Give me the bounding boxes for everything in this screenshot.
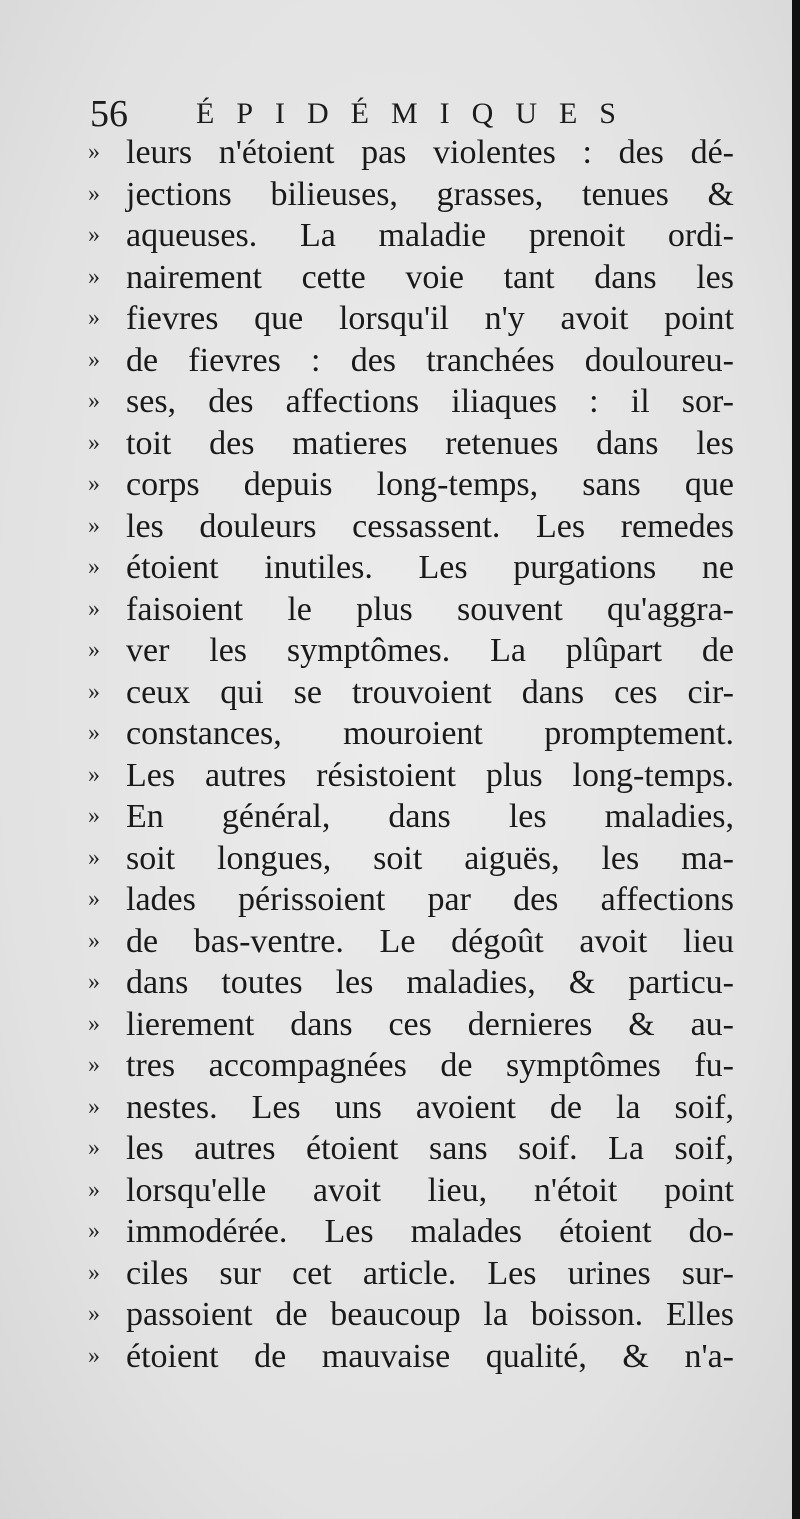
line-text: leurs n'étoient pas violentes : des dé- [126, 134, 734, 171]
line-text: de fievres : des tranchées douloureu- [126, 341, 734, 379]
quotation-mark: » [88, 1176, 100, 1203]
line-text: ses, des affections iliaques : il sor- [126, 383, 734, 420]
text-line [88, 879, 738, 921]
text-line [88, 340, 738, 382]
running-head [88, 92, 728, 136]
quotation-mark: » [88, 554, 100, 580]
text-line [88, 796, 738, 838]
line-text: lades périssoient par des affections [126, 881, 734, 918]
line-text: ciles sur cet article. Les urines sur- [126, 1254, 734, 1292]
quotation-mark: » [88, 1301, 100, 1327]
quotation-mark: » [88, 222, 100, 248]
text-line [88, 962, 738, 1004]
text-line [88, 1170, 738, 1212]
line-text: nairement cette voie tant dans les [126, 258, 734, 296]
quotation-mark: » [88, 139, 100, 165]
quotation-mark: » [88, 388, 100, 414]
line-text: corps depuis long-temps, sans que [126, 466, 734, 503]
text-line [88, 1087, 738, 1129]
line-text: soit longues, soit aiguës, les ma- [126, 839, 734, 877]
quotation-mark: » [88, 471, 100, 497]
text-line [88, 1004, 738, 1046]
quotation-mark: » [88, 1259, 100, 1286]
quotation-mark: » [88, 969, 100, 995]
body-text [88, 132, 738, 1377]
text-line [88, 547, 738, 589]
text-line [88, 132, 738, 174]
text-line [88, 713, 738, 755]
line-text: étoient inutiles. Les purgations ne [126, 549, 734, 586]
line-text: les autres étoient sans soif. La soif, [126, 1130, 734, 1167]
quotation-mark: » [88, 803, 100, 829]
text-line [88, 755, 738, 797]
text-line [88, 1045, 738, 1087]
line-text: toit des matieres retenues dans les [126, 424, 734, 462]
line-text: En général, dans les maladies, [126, 798, 734, 835]
line-text: aqueuses. La maladie prenoit ordi- [126, 217, 734, 254]
quotation-mark: » [88, 886, 100, 912]
text-line [88, 215, 738, 257]
line-text: Les autres résistoient plus long-temps. [126, 756, 734, 794]
line-text: nestes. Les uns avoient de la soif, [126, 1088, 734, 1126]
line-text: constances, mouroient promptement. [126, 715, 734, 752]
text-line [88, 1211, 738, 1253]
quotation-mark: » [88, 180, 100, 207]
quotation-mark: » [88, 678, 100, 705]
text-line [88, 423, 738, 465]
line-text: faisoient le plus souvent qu'aggra- [126, 590, 734, 628]
quotation-mark: » [88, 1218, 100, 1244]
quotation-mark: » [88, 512, 100, 539]
quotation-mark: » [88, 1135, 100, 1161]
text-line [88, 1128, 738, 1170]
text-line [88, 1253, 738, 1295]
text-line [88, 921, 738, 963]
line-text: étoient de mauvaise qualité, & n'a- [126, 1337, 734, 1375]
line-text: tres accompagnées de symptômes fu- [126, 1047, 734, 1084]
quotation-mark: » [88, 346, 100, 373]
line-text: jections bilieuses, grasses, tenues & [126, 175, 734, 213]
line-text: les douleurs cessassent. Les remedes [126, 507, 734, 545]
line-text: de bas-ventre. Le dégoût avoit lieu [126, 922, 734, 960]
line-text: lorsqu'elle avoit lieu, n'étoit point [126, 1171, 734, 1209]
text-line [88, 174, 738, 216]
quotation-mark: » [88, 844, 100, 871]
text-line [88, 672, 738, 714]
quotation-mark: » [88, 927, 100, 954]
line-text: ver les symptômes. La plûpart de [126, 632, 734, 669]
page-number: 56 [90, 93, 128, 135]
page-edge-shadow [792, 0, 800, 1519]
quotation-mark: » [88, 429, 100, 456]
quotation-mark: » [88, 305, 100, 331]
quotation-mark: » [88, 1342, 100, 1369]
text-line [88, 381, 738, 423]
line-text: dans toutes les maladies, & particu- [126, 964, 734, 1001]
text-line [88, 838, 738, 880]
quotation-mark: » [88, 263, 100, 290]
quotation-mark: » [88, 720, 100, 746]
line-text: ceux qui se trouvoient dans ces cir- [126, 673, 734, 711]
text-line [88, 1294, 738, 1336]
text-line [88, 257, 738, 299]
line-text: lierement dans ces dernieres & au- [126, 1005, 734, 1043]
text-line [88, 1336, 738, 1378]
line-text: immodérée. Les malades étoient do- [126, 1213, 734, 1250]
line-text: passoient de beaucoup la boisson. Elles [126, 1296, 734, 1333]
text-line [88, 506, 738, 548]
quotation-mark: » [88, 595, 100, 622]
quotation-mark: » [88, 1010, 100, 1037]
quotation-mark: » [88, 1093, 100, 1120]
text-line [88, 589, 738, 631]
quotation-mark: » [88, 637, 100, 663]
line-text: fievres que lorsqu'il n'y avoit point [126, 300, 734, 337]
running-title: ÉPIDÉMIQUES [196, 97, 638, 130]
text-line [88, 464, 738, 506]
text-line [88, 298, 738, 340]
text-line [88, 630, 738, 672]
quotation-mark: » [88, 761, 100, 788]
quotation-mark: » [88, 1052, 100, 1078]
